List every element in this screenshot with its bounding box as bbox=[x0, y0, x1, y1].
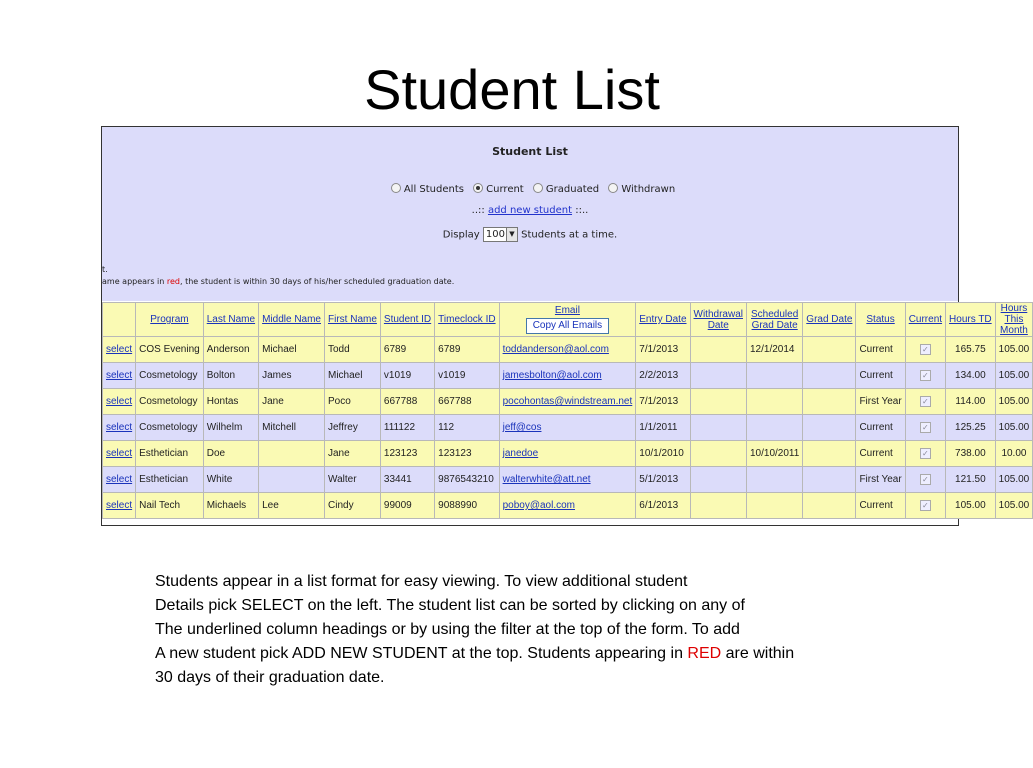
col-header-status[interactable]: Status bbox=[856, 303, 905, 337]
radio-current[interactable] bbox=[473, 183, 483, 193]
col-header-program[interactable]: Program bbox=[136, 303, 204, 337]
table-row bbox=[103, 493, 1033, 519]
col-header-last-name[interactable]: Last Name bbox=[203, 303, 258, 337]
cell-timeclock-id-cell: 9088990 bbox=[435, 493, 499, 519]
cell-timeclock-id-cell: 123123 bbox=[435, 441, 499, 467]
cell-entry-date-cell: 1/1/2011 bbox=[636, 415, 690, 441]
cell-withdrawal-date-cell bbox=[690, 467, 746, 493]
cell-first-name-cell: Michael bbox=[325, 363, 381, 389]
cell-email-cell bbox=[499, 493, 636, 519]
chevron-down-icon[interactable]: ▼ bbox=[506, 227, 518, 242]
cell-withdrawal-date-cell bbox=[690, 389, 746, 415]
cell-last-name-cell: Anderson bbox=[203, 337, 258, 363]
student-table bbox=[102, 302, 1033, 519]
cell-last-name-cell: Doe bbox=[203, 441, 258, 467]
radio-label-graduated: Graduated bbox=[545, 184, 600, 195]
note-b-red: red bbox=[166, 277, 181, 286]
row-select-cell bbox=[103, 441, 136, 467]
row-select-link[interactable]: select bbox=[106, 422, 133, 433]
add-new-student-link[interactable]: add new student bbox=[487, 205, 573, 216]
cell-scheduled-grad-date-cell bbox=[746, 467, 802, 493]
cell-status-cell: First Year bbox=[856, 389, 905, 415]
radio-withdrawn[interactable] bbox=[608, 183, 618, 193]
cell-grad-date-cell bbox=[803, 493, 856, 519]
cell-hours-this-month-cell: 105.00 bbox=[995, 493, 1033, 519]
note-line-b bbox=[102, 277, 454, 286]
cell-status-cell: Current bbox=[856, 415, 905, 441]
cell-grad-date-cell bbox=[803, 441, 856, 467]
table-row bbox=[103, 363, 1033, 389]
cell-hours-this-month-cell: 105.00 bbox=[995, 415, 1033, 441]
table-row bbox=[103, 415, 1033, 441]
note-line-a: t. bbox=[102, 265, 108, 274]
col-header-hours-td[interactable]: Hours TD bbox=[946, 303, 996, 337]
note-b-suffix: , the student is within 30 days of his/her scheduled graduation date. bbox=[180, 277, 455, 286]
slide-title: Student List bbox=[364, 58, 660, 121]
cell-email-link[interactable]: jeff@cos bbox=[502, 422, 542, 433]
cell-last-name-cell: White bbox=[203, 467, 258, 493]
cell-student-id-cell: 123123 bbox=[380, 441, 434, 467]
cell-grad-date-cell bbox=[803, 389, 856, 415]
table-header-row bbox=[103, 303, 1033, 337]
note-b-prefix: ame appears in bbox=[102, 277, 167, 286]
cell-middle-name-cell bbox=[259, 441, 325, 467]
cell-email-cell bbox=[499, 441, 636, 467]
cell-hours-this-month-cell: 105.00 bbox=[995, 363, 1033, 389]
cell-hours-this-month-cell: 105.00 bbox=[995, 389, 1033, 415]
row-select-cell bbox=[103, 467, 136, 493]
cell-scheduled-grad-date-cell bbox=[746, 389, 802, 415]
cell-middle-name-cell: Jane bbox=[259, 389, 325, 415]
add-student-line bbox=[102, 205, 958, 216]
slide-caption bbox=[155, 570, 975, 690]
row-select-cell bbox=[103, 363, 136, 389]
cell-program-cell: Esthetician bbox=[136, 441, 204, 467]
cell-email-cell bbox=[499, 337, 636, 363]
cell-hours-td-cell: 105.00 bbox=[946, 493, 996, 519]
col-header-email bbox=[499, 303, 636, 337]
row-select-link[interactable]: select bbox=[106, 474, 133, 485]
cell-email-link[interactable]: pocohontas@windstream.net bbox=[502, 396, 633, 407]
cell-withdrawal-date-cell bbox=[690, 441, 746, 467]
cell-first-name-cell: Jane bbox=[325, 441, 381, 467]
col-header-email-label[interactable]: Email bbox=[554, 305, 580, 316]
cell-program-cell: Nail Tech bbox=[136, 493, 204, 519]
cell-middle-name-cell bbox=[259, 467, 325, 493]
display-count-select[interactable]: 100 bbox=[483, 227, 508, 242]
col-header-select bbox=[103, 303, 136, 337]
row-select-cell bbox=[103, 389, 136, 415]
radio-all-students[interactable] bbox=[391, 183, 401, 193]
current-checkbox[interactable]: ✓ bbox=[920, 344, 931, 355]
col-header-grad-date[interactable]: Grad Date bbox=[803, 303, 856, 337]
display-count-line bbox=[102, 227, 958, 242]
caption-line-3: The underlined column headings or by using the filter at the top of the form. To add bbox=[155, 621, 740, 638]
cell-status-cell: Current bbox=[856, 363, 905, 389]
cell-withdrawal-date-cell bbox=[690, 493, 746, 519]
row-select-link[interactable]: select bbox=[106, 370, 133, 381]
col-header-first-name[interactable]: First Name bbox=[325, 303, 381, 337]
cell-status-cell: First Year bbox=[856, 467, 905, 493]
table-row bbox=[103, 467, 1033, 493]
caption-line-2: Details pick SELECT on the left. The student list can be sorted by clicking on any of bbox=[155, 597, 745, 614]
radio-graduated[interactable] bbox=[533, 183, 543, 193]
cell-email-cell bbox=[499, 415, 636, 441]
cell-last-name-cell: Wilhelm bbox=[203, 415, 258, 441]
col-header-scheduled-grad-date[interactable]: Scheduled Grad Date bbox=[746, 303, 802, 337]
cell-withdrawal-date-cell bbox=[690, 337, 746, 363]
col-header-timeclock-id[interactable]: Timeclock ID bbox=[435, 303, 499, 337]
current-checkbox[interactable]: ✓ bbox=[920, 474, 931, 485]
cell-status-cell: Current bbox=[856, 337, 905, 363]
cell-current-cell bbox=[905, 441, 945, 467]
cell-first-name-cell: Todd bbox=[325, 337, 381, 363]
col-header-current[interactable]: Current bbox=[905, 303, 945, 337]
caption-line-5: 30 days of their graduation date. bbox=[155, 669, 385, 686]
cell-student-id-cell: 6789 bbox=[380, 337, 434, 363]
cell-entry-date-cell: 2/2/2013 bbox=[636, 363, 690, 389]
cell-timeclock-id-cell: 9876543210 bbox=[435, 467, 499, 493]
cell-email-cell bbox=[499, 389, 636, 415]
cell-scheduled-grad-date-cell: 10/10/2011 bbox=[746, 441, 802, 467]
cell-grad-date-cell bbox=[803, 363, 856, 389]
add-suffix: ::.. bbox=[572, 205, 589, 216]
cell-student-id-cell: 99009 bbox=[380, 493, 434, 519]
table-row bbox=[103, 441, 1033, 467]
cell-middle-name-cell: James bbox=[259, 363, 325, 389]
cell-email-cell bbox=[499, 363, 636, 389]
cell-timeclock-id-cell: v1019 bbox=[435, 363, 499, 389]
cell-status-cell: Current bbox=[856, 441, 905, 467]
cell-hours-td-cell: 165.75 bbox=[946, 337, 996, 363]
cell-hours-td-cell: 121.50 bbox=[946, 467, 996, 493]
cell-entry-date-cell: 7/1/2013 bbox=[636, 389, 690, 415]
cell-program-cell: Cosmetology bbox=[136, 389, 204, 415]
copy-all-emails-button[interactable]: Copy All Emails bbox=[526, 318, 609, 334]
current-checkbox[interactable]: ✓ bbox=[920, 448, 931, 459]
caption-line-4-prefix: A new student pick ADD NEW STUDENT at the top. Students appearing in bbox=[155, 645, 688, 662]
cell-student-id-cell: 111122 bbox=[380, 415, 434, 441]
cell-withdrawal-date-cell bbox=[690, 415, 746, 441]
cell-middle-name-cell: Mitchell bbox=[259, 415, 325, 441]
row-select-cell bbox=[103, 415, 136, 441]
col-header-entry-date[interactable]: Entry Date bbox=[636, 303, 690, 337]
filter-panel bbox=[102, 127, 958, 301]
cell-timeclock-id-cell: 667788 bbox=[435, 389, 499, 415]
cell-current-cell bbox=[905, 467, 945, 493]
cell-program-cell: Cosmetology bbox=[136, 415, 204, 441]
cell-grad-date-cell bbox=[803, 337, 856, 363]
student-list-screenshot bbox=[101, 126, 1030, 526]
cell-program-cell: Esthetician bbox=[136, 467, 204, 493]
cell-email-cell bbox=[499, 467, 636, 493]
cell-program-cell: Cosmetology bbox=[136, 363, 204, 389]
cell-current-cell bbox=[905, 493, 945, 519]
radio-label-all-students: All Students bbox=[403, 184, 464, 195]
row-select-link[interactable]: select bbox=[106, 396, 133, 407]
panel-title: Student List bbox=[492, 145, 568, 158]
cell-middle-name-cell: Michael bbox=[259, 337, 325, 363]
cell-email-link[interactable]: toddanderson@aol.com bbox=[502, 344, 609, 355]
cell-hours-td-cell: 114.00 bbox=[946, 389, 996, 415]
cell-hours-this-month-cell: 105.00 bbox=[995, 337, 1033, 363]
col-header-student-id[interactable]: Student ID bbox=[380, 303, 434, 337]
caption-line-4-suffix: are within bbox=[721, 645, 795, 662]
cell-hours-this-month-cell: 10.00 bbox=[995, 441, 1033, 467]
current-checkbox[interactable]: ✓ bbox=[920, 370, 931, 381]
table-row bbox=[103, 389, 1033, 415]
status-filter bbox=[102, 183, 958, 195]
display-label: Display bbox=[442, 229, 480, 241]
cell-scheduled-grad-date-cell bbox=[746, 415, 802, 441]
col-header-withdrawal-date[interactable]: Withdrawal Date bbox=[690, 303, 746, 337]
current-checkbox[interactable]: ✓ bbox=[920, 500, 931, 511]
radio-label-current: Current bbox=[486, 184, 524, 195]
cell-first-name-cell: Jeffrey bbox=[325, 415, 381, 441]
row-select-link[interactable]: select bbox=[106, 500, 133, 511]
cell-hours-td-cell: 125.25 bbox=[946, 415, 996, 441]
cell-last-name-cell: Bolton bbox=[203, 363, 258, 389]
cell-email-link[interactable]: janedoe bbox=[502, 448, 539, 459]
cell-scheduled-grad-date-cell bbox=[746, 363, 802, 389]
caption-red-word: RED bbox=[687, 645, 722, 662]
cell-hours-td-cell: 134.00 bbox=[946, 363, 996, 389]
cell-program-cell: COS Evening bbox=[136, 337, 204, 363]
cell-withdrawal-date-cell bbox=[690, 363, 746, 389]
cell-last-name-cell: Michaels bbox=[203, 493, 258, 519]
cell-grad-date-cell bbox=[803, 467, 856, 493]
caption-line-4 bbox=[155, 642, 975, 666]
cell-current-cell bbox=[905, 363, 945, 389]
cell-entry-date-cell: 6/1/2013 bbox=[636, 493, 690, 519]
cell-first-name-cell: Poco bbox=[325, 389, 381, 415]
cell-email-link[interactable]: jamesbolton@aol.com bbox=[502, 370, 602, 381]
cell-timeclock-id-cell: 112 bbox=[435, 415, 499, 441]
table-row bbox=[103, 337, 1033, 363]
row-select-cell bbox=[103, 337, 136, 363]
cell-middle-name-cell: Lee bbox=[259, 493, 325, 519]
cell-last-name-cell: Hontas bbox=[203, 389, 258, 415]
cell-scheduled-grad-date-cell bbox=[746, 493, 802, 519]
cell-scheduled-grad-date-cell: 12/1/2014 bbox=[746, 337, 802, 363]
cell-student-id-cell: 33441 bbox=[380, 467, 434, 493]
caption-line-1: Students appear in a list format for easy viewing. To view additional student bbox=[155, 573, 688, 590]
cell-current-cell bbox=[905, 389, 945, 415]
cell-status-cell: Current bbox=[856, 493, 905, 519]
cell-email-link[interactable]: poboy@aol.com bbox=[502, 500, 576, 511]
cell-entry-date-cell: 10/1/2010 bbox=[636, 441, 690, 467]
cell-current-cell bbox=[905, 337, 945, 363]
cell-student-id-cell: 667788 bbox=[380, 389, 434, 415]
cell-entry-date-cell: 7/1/2013 bbox=[636, 337, 690, 363]
row-select-link[interactable]: select bbox=[106, 448, 133, 459]
col-header-hours-this-month[interactable]: Hours This Month bbox=[995, 303, 1033, 337]
radio-label-withdrawn: Withdrawn bbox=[621, 184, 676, 195]
cell-current-cell bbox=[905, 415, 945, 441]
cell-first-name-cell: Walter bbox=[325, 467, 381, 493]
cell-entry-date-cell: 5/1/2013 bbox=[636, 467, 690, 493]
cell-hours-this-month-cell: 105.00 bbox=[995, 467, 1033, 493]
col-header-middle-name[interactable]: Middle Name bbox=[259, 303, 325, 337]
cell-timeclock-id-cell: 6789 bbox=[435, 337, 499, 363]
display-suffix: Students at a time. bbox=[521, 229, 618, 241]
current-checkbox[interactable]: ✓ bbox=[920, 422, 931, 433]
current-checkbox[interactable]: ✓ bbox=[920, 396, 931, 407]
cell-email-link[interactable]: walterwhite@att.net bbox=[502, 474, 591, 485]
cell-grad-date-cell bbox=[803, 415, 856, 441]
cell-first-name-cell: Cindy bbox=[325, 493, 381, 519]
cell-student-id-cell: v1019 bbox=[380, 363, 434, 389]
cell-hours-td-cell: 738.00 bbox=[946, 441, 996, 467]
add-prefix: ..:: bbox=[471, 205, 488, 216]
row-select-cell bbox=[103, 493, 136, 519]
row-select-link[interactable]: select bbox=[106, 344, 133, 355]
